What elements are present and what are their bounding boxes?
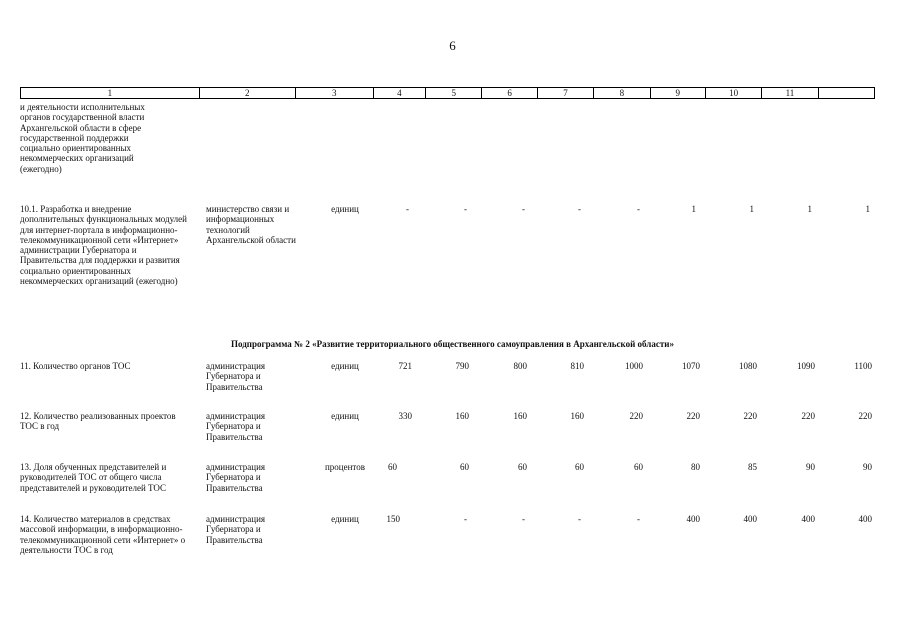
header-col-10: 10: [706, 88, 762, 98]
row-value-8: -: [637, 204, 640, 214]
row-value-9: 400: [686, 514, 700, 524]
row-value-9: 1070: [682, 361, 700, 371]
row-unit: единиц: [331, 204, 359, 214]
header-col-5: 5: [426, 88, 482, 98]
row-value-12: 1100: [854, 361, 872, 371]
row-responsible-org: администрация Губернатора и Правительства: [206, 514, 266, 545]
row-value-7: 160: [570, 411, 584, 421]
row-value-11: 90: [806, 462, 815, 472]
row-value-10: 1: [749, 204, 754, 214]
row-value-5: -: [464, 204, 467, 214]
row-value-8: 220: [629, 411, 643, 421]
row-value-7: 60: [575, 462, 584, 472]
header-col-8: 8: [594, 88, 650, 98]
header-col-7: 7: [538, 88, 594, 98]
row-value-11: 1090: [797, 361, 815, 371]
header-col-11: 11: [762, 88, 818, 98]
row-indicator-name: 10.1. Разработка и внедрение дополнительных функциональных модулей для интернет-портала в информационно-телекоммуникационной сети «Интернет» администрации Губернатора и Правительства для поддержки и развития социально ориентированных некоммерческих организаций (ежегодно): [20, 204, 187, 287]
row-indicator-name: 13. Доля обученных представителей и руководителей ТОС от общего числа представителей и руководителей ТОС: [20, 462, 167, 493]
row-value-8: 1000: [625, 361, 643, 371]
header-col-1: 1: [21, 88, 200, 98]
row-value-6: -: [522, 204, 525, 214]
row-value-5: 160: [455, 411, 469, 421]
row-value-6: 60: [518, 462, 527, 472]
row-value-10: 85: [748, 462, 757, 472]
row-value-4: 150: [386, 514, 400, 524]
row-value-11: 400: [801, 514, 815, 524]
row-value-9: 220: [686, 411, 700, 421]
header-col-4: 4: [374, 88, 426, 98]
row-value-5: -: [464, 514, 467, 524]
row-indicator-name: 12. Количество реализованных проектов ТОС в год: [20, 411, 176, 432]
row-indicator-name: и деятельности исполнительных органов государственной власти Архангельской области в сфере государственной поддержки социально ориентированных некоммерческих организаций (ежегодно): [20, 102, 145, 174]
row-value-5: 790: [455, 361, 469, 371]
row-value-8: -: [637, 514, 640, 524]
row-value-5: 60: [460, 462, 469, 472]
row-value-9: 1: [691, 204, 696, 214]
row-responsible-org: министерство связи и информационных технологий Архангельской области: [206, 204, 296, 245]
header-col-6: 6: [482, 88, 537, 98]
header-col-9: 9: [651, 88, 706, 98]
row-value-7: -: [578, 204, 581, 214]
row-value-6: 800: [513, 361, 527, 371]
row-responsible-org: администрация Губернатора и Правительства: [206, 361, 266, 392]
row-unit: единиц: [331, 411, 359, 421]
row-value-4: 330: [398, 411, 412, 421]
row-unit: единиц: [331, 361, 359, 371]
header-col-3: 3: [296, 88, 374, 98]
row-value-8: 60: [634, 462, 643, 472]
row-value-10: 220: [743, 411, 757, 421]
row-value-11: 1: [807, 204, 812, 214]
row-indicator-name: 14. Количество материалов в средствах массовой информации, в информационно-телекоммуникационной сети «Интернет» о деятельности ТОС в год: [20, 514, 186, 555]
row-value-6: -: [522, 514, 525, 524]
row-responsible-org: администрация Губернатора и Правительства: [206, 462, 266, 493]
row-value-7: -: [578, 514, 581, 524]
table-header-row: [20, 87, 875, 99]
row-value-4: -: [406, 204, 409, 214]
row-value-11: 220: [801, 411, 815, 421]
row-unit: процентов: [324, 462, 365, 472]
row-value-6: 160: [513, 411, 527, 421]
row-value-7: 810: [570, 361, 584, 371]
subprogram-title: Подпрограмма № 2 «Развитие территориального общественного самоуправления в Архангельской области»: [231, 339, 674, 349]
row-value-10: 1080: [739, 361, 757, 371]
row-value-10: 400: [743, 514, 757, 524]
header-col-12: [819, 88, 874, 98]
row-unit: единиц: [331, 514, 359, 524]
row-value-9: 80: [691, 462, 700, 472]
row-value-12: 220: [858, 411, 872, 421]
row-value-12: 90: [863, 462, 872, 472]
header-col-2: 2: [200, 88, 296, 98]
row-value-12: 400: [858, 514, 872, 524]
row-responsible-org: администрация Губернатора и Правительства: [206, 411, 266, 442]
row-value-4: 60: [388, 462, 397, 472]
row-indicator-name: 11. Количество органов ТОС: [20, 361, 131, 371]
row-value-4: 721: [398, 361, 412, 371]
row-value-12: 1: [865, 204, 870, 214]
page-number: 6: [449, 38, 456, 53]
